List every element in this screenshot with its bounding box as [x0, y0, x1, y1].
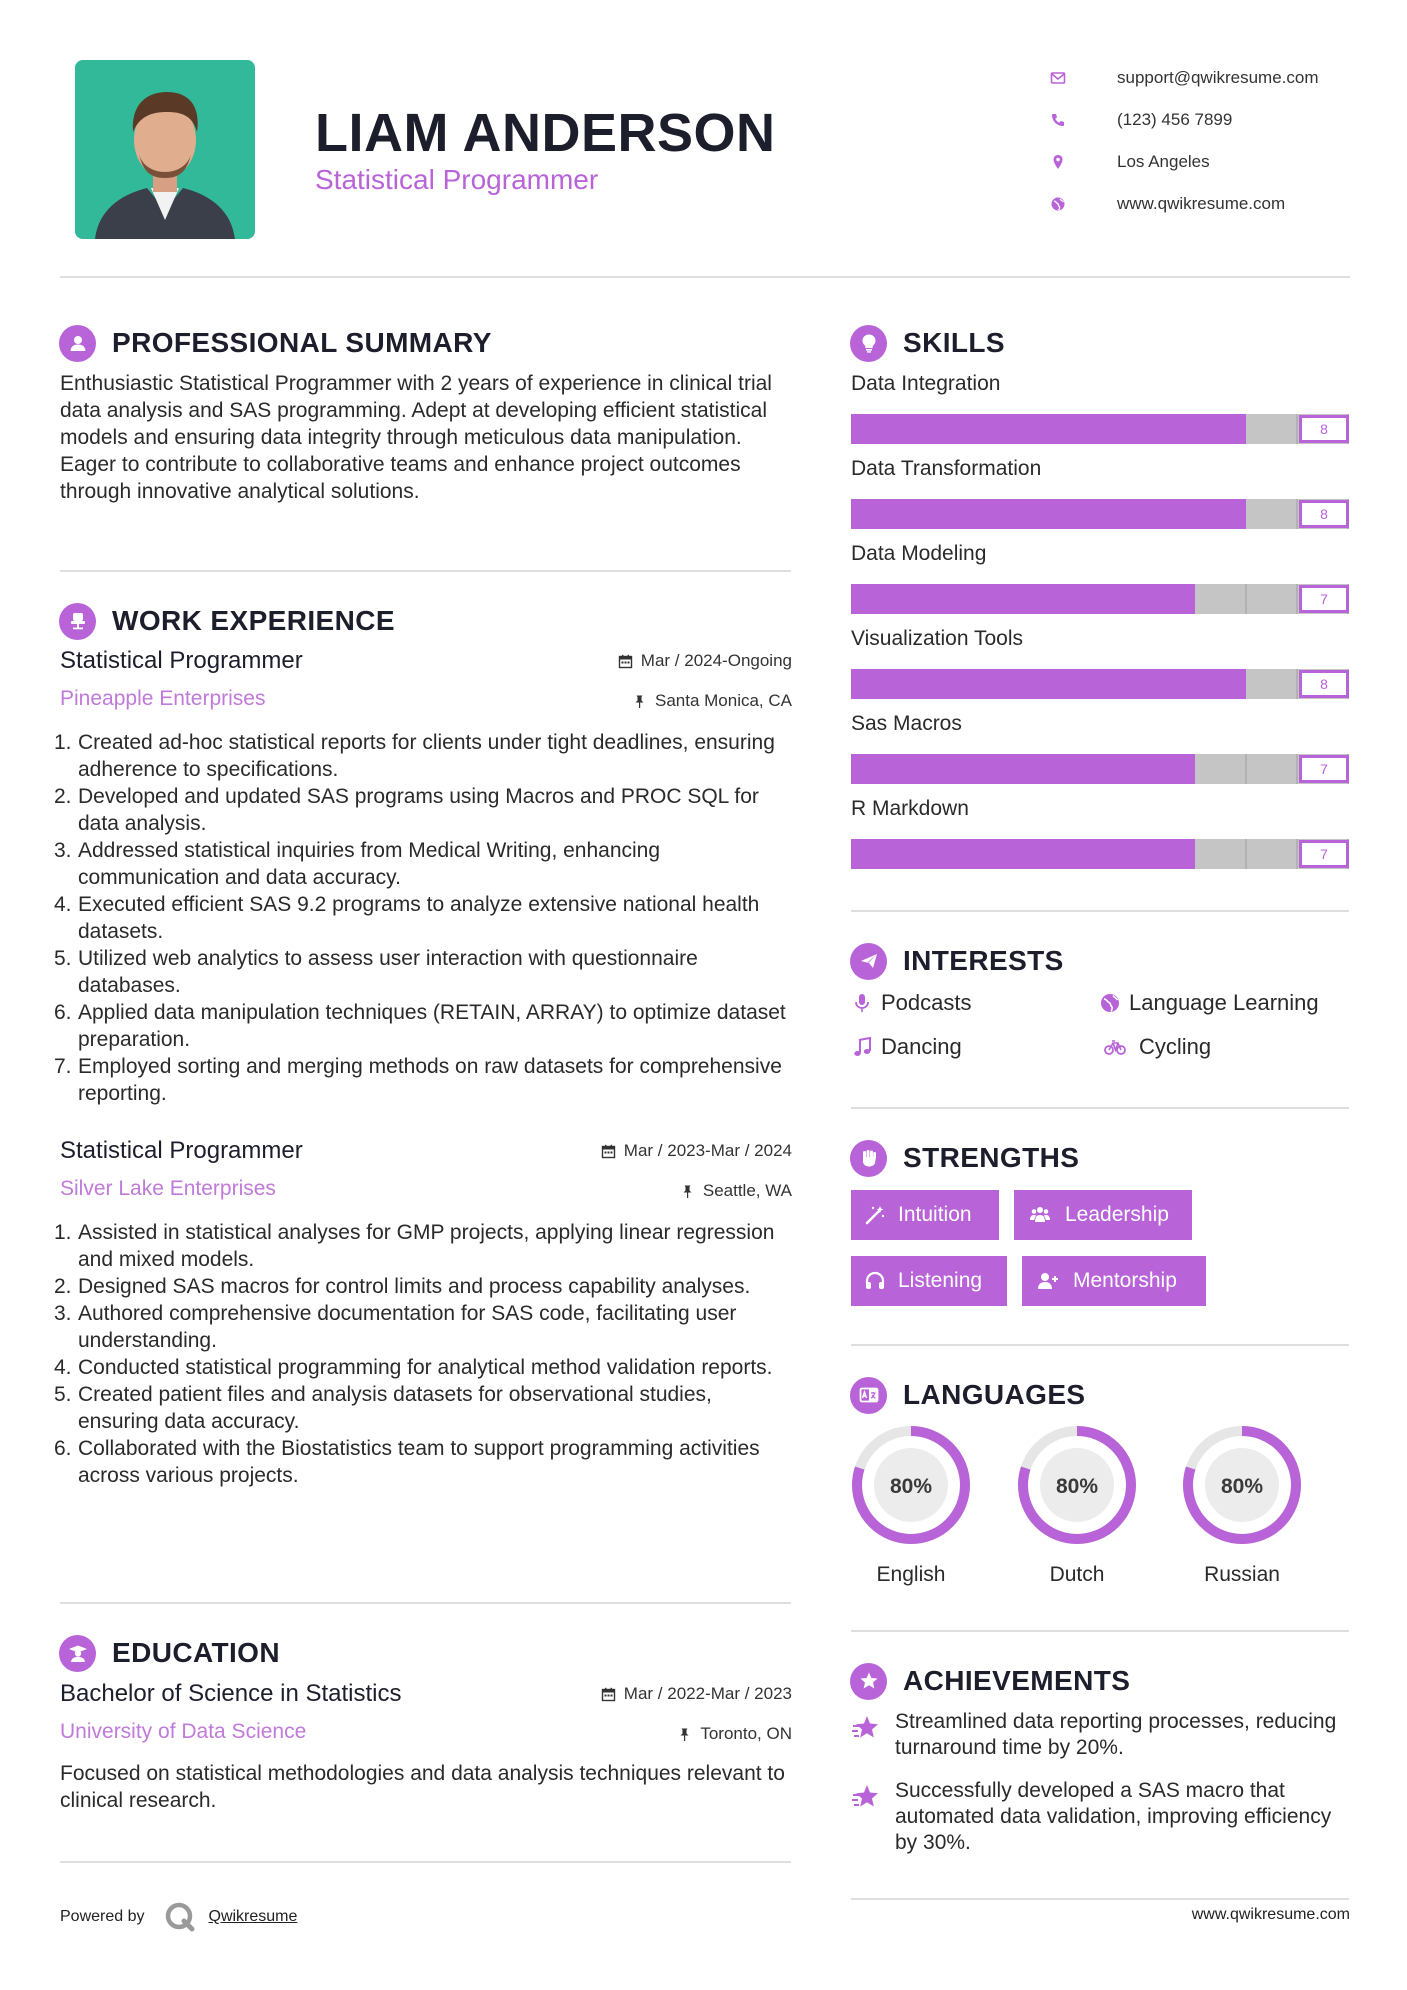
phone-icon — [1050, 111, 1080, 129]
skill-item — [851, 627, 1349, 699]
skill-bar-segment — [1097, 839, 1146, 869]
skill-bar-segment — [1195, 839, 1246, 869]
job-location-text: Seattle, WA — [702, 1181, 792, 1200]
skill-bar-segment — [900, 839, 949, 869]
skill-bar-segment — [999, 584, 1048, 614]
profile-photo — [75, 60, 255, 239]
education-date — [601, 1684, 792, 1704]
education-location — [677, 1724, 792, 1744]
skill-bar-segment — [1247, 584, 1298, 614]
skill-level-badge: 8 — [1299, 500, 1349, 528]
skill-level-badge: 8 — [1299, 415, 1349, 443]
calendar-icon — [601, 1687, 616, 1702]
candidate-title: Statistical Programmer — [315, 164, 599, 195]
chair-icon — [59, 603, 96, 640]
strength-chip — [1014, 1190, 1192, 1240]
skill-bar-segment — [1049, 499, 1098, 529]
job-company: Silver Lake Enterprises — [60, 1177, 276, 1200]
strength-chip — [851, 1190, 999, 1240]
skill-bar-segment — [1098, 669, 1147, 699]
skill-bar-segment — [1197, 414, 1246, 444]
summary-heading — [59, 323, 492, 363]
skill-level-badge: 7 — [1299, 755, 1349, 783]
achievements-divider — [851, 1898, 1349, 1900]
list-item: 3. Authored comprehensive documentation for SAS code, facilitating user understanding. — [54, 1302, 737, 1352]
skill-bar-segment — [949, 754, 998, 784]
list-item: 6. Collaborated with the Biostatistics team to support programming activities across various projects. — [54, 1437, 760, 1487]
skill-bar-segment — [900, 584, 949, 614]
skill-bar-segment — [900, 499, 949, 529]
experience-divider — [60, 1602, 791, 1604]
languages-title: LANGUAGES — [903, 1379, 1086, 1410]
job-date — [601, 1141, 792, 1161]
globe-icon — [1099, 992, 1121, 1014]
contact-email-text: support@qwikresume.com — [1117, 68, 1319, 87]
contact-website[interactable] — [1050, 183, 1380, 225]
star-badge-icon — [851, 1713, 881, 1743]
headphones-icon — [864, 1270, 886, 1292]
education-title: EDUCATION — [112, 1637, 280, 1668]
duty-list — [54, 729, 792, 1107]
language-name: Dutch — [1049, 1563, 1105, 1586]
skill-bar-segment — [1195, 584, 1246, 614]
skill-bar-segment — [1147, 499, 1196, 529]
achievement-text: Successfully developed a SAS macro that automated data validation, improving efficiency by 30%. — [895, 1779, 1332, 1854]
list-item: 5. Created patient files and analysis datasets for observational studies, ensuring data accuracy. — [54, 1383, 712, 1433]
skill-bar-segment — [999, 499, 1048, 529]
achievements-heading — [850, 1661, 1130, 1701]
contact-location — [1050, 141, 1380, 183]
interest-item — [851, 1034, 962, 1060]
list-item: 1. Created ad-hoc statistical reports for clients under tight deadlines, ensuring adherence to specifications. — [54, 731, 775, 781]
skill-bar — [851, 669, 1349, 699]
user-icon — [59, 325, 96, 362]
skill-bar-segment — [1098, 414, 1147, 444]
interest-item — [851, 990, 972, 1016]
strengths-title: STRENGTHS — [903, 1142, 1080, 1173]
contact-location-text: Los Angeles — [1117, 152, 1210, 171]
education-heading — [59, 1633, 280, 1673]
skill-item — [851, 542, 1349, 614]
magic-wand-icon — [864, 1204, 886, 1226]
job-entry — [54, 1137, 792, 1489]
experience-title: WORK EXPERIENCE — [112, 605, 395, 636]
job-company: Pineapple Enterprises — [60, 687, 266, 710]
language-name: Russian — [1204, 1563, 1280, 1586]
skill-bar-segment — [949, 584, 998, 614]
qwikresume-link[interactable]: Qwikresume — [208, 1908, 298, 1925]
skill-bar-segment — [1146, 754, 1195, 784]
mail-icon — [1050, 69, 1080, 87]
interests-heading — [850, 941, 1064, 981]
skill-name: Data Modeling — [851, 542, 987, 565]
skill-bar-segment — [1048, 584, 1097, 614]
skill-bar — [851, 414, 1349, 444]
job-entry — [54, 647, 792, 1107]
list-item: 4. Executed efficient SAS 9.2 programs to analyze extensive national health datasets. — [54, 893, 760, 943]
language-percent: 80% — [1220, 1475, 1264, 1498]
skill-bar-segment — [1048, 839, 1097, 869]
school-name: University of Data Science — [60, 1720, 307, 1743]
skill-bar-segment — [950, 499, 999, 529]
calendar-icon — [601, 1144, 616, 1159]
skill-bar-segment — [999, 669, 1048, 699]
skill-level-badge: 7 — [1299, 585, 1349, 613]
list-item: 1. Assisted in statistical analyses for GMP projects, applying linear regression and mixed models. — [54, 1221, 775, 1271]
bicycle-icon — [1099, 1036, 1131, 1058]
contact-phone[interactable] — [1050, 99, 1380, 141]
users-icon — [1027, 1204, 1053, 1226]
strength-chip — [851, 1256, 1007, 1306]
job-title: Statistical Programmer — [60, 1137, 303, 1164]
achievements-title: ACHIEVEMENTS — [903, 1665, 1131, 1696]
education-description: Focused on statistical methodologies and data analysis techniques relevant to clinical research. — [60, 1762, 785, 1812]
graduate-icon — [59, 1635, 96, 1672]
skill-bar-segment — [1246, 669, 1297, 699]
skill-bar-segment — [851, 839, 900, 869]
skill-bar-segment — [900, 414, 949, 444]
star-badge-icon — [851, 1782, 881, 1812]
achievement-item — [851, 1778, 1351, 1856]
summary-text: Enthusiastic Statistical Programmer with 2 years of experience in clinical trial data analysis and SAS programming. Adept at developing efficient statistical models and ensuring data integrity through meticulous data manipulation. Eager to contribute to collaborative teams and enhance project outcomes through innovative analytical solutions. — [60, 372, 772, 503]
footer-website[interactable]: www.qwikresume.com — [1191, 1906, 1350, 1923]
interest-label: Language Learning — [1129, 990, 1319, 1015]
education-date-text: Mar / 2022-Mar / 2023 — [623, 1684, 792, 1703]
location-icon — [1050, 153, 1080, 171]
experience-heading — [59, 601, 395, 641]
list-item: 7. Employed sorting and merging methods on raw datasets for comprehensive reporting. — [54, 1055, 782, 1105]
language-item — [851, 1425, 971, 1587]
skills-divider — [851, 910, 1349, 912]
pin-icon — [677, 1727, 692, 1742]
list-item: 6. Applied data manipulation techniques (RETAIN, ARRAY) to optimize dataset preparation. — [54, 1001, 786, 1051]
strengths-divider — [851, 1344, 1349, 1346]
skill-bar-segment — [1195, 754, 1246, 784]
job-location — [680, 1181, 792, 1201]
contact-list — [1050, 57, 1380, 225]
strength-label: Mentorship — [1073, 1269, 1177, 1292]
job-date — [618, 651, 792, 671]
strengths-heading — [850, 1138, 1079, 1178]
interest-label: Podcasts — [881, 990, 972, 1015]
skill-item — [851, 797, 1349, 869]
interest-label: Cycling — [1139, 1034, 1212, 1059]
language-name: English — [876, 1563, 946, 1586]
microphone-icon — [851, 992, 873, 1014]
skill-bar-segment — [999, 839, 1048, 869]
skill-bar-segment — [1197, 669, 1246, 699]
skill-bar-segment — [949, 839, 998, 869]
strength-label: Leadership — [1065, 1203, 1169, 1226]
job-date-text: Mar / 2023-Mar / 2024 — [623, 1141, 792, 1160]
skill-bar-segment — [1246, 414, 1297, 444]
skill-name: Sas Macros — [851, 712, 962, 735]
user-plus-icon — [1035, 1270, 1061, 1292]
job-title: Statistical Programmer — [60, 647, 303, 674]
pin-icon — [680, 1184, 695, 1199]
job-location — [632, 691, 792, 711]
interests-divider — [851, 1107, 1349, 1109]
skill-name: R Markdown — [851, 797, 969, 820]
list-item: 4. Conducted statistical programming for analytical method validation reports. — [54, 1356, 773, 1379]
contact-phone-text: (123) 456 7899 — [1117, 110, 1233, 129]
qwikresume-logo-icon — [163, 1900, 197, 1934]
lightbulb-icon — [850, 325, 887, 362]
education-divider — [60, 1861, 791, 1863]
music-note-icon — [851, 1036, 873, 1058]
contact-email[interactable] — [1050, 57, 1380, 99]
skill-bar-segment — [851, 669, 900, 699]
skill-item — [851, 457, 1349, 529]
job-date-text: Mar / 2024-Ongoing — [640, 651, 792, 670]
language-percent: 80% — [889, 1475, 933, 1498]
skill-bar — [851, 839, 1349, 869]
calendar-icon — [618, 654, 633, 669]
trophy-icon — [850, 1663, 887, 1700]
candidate-name: LIAM ANDERSON — [315, 103, 776, 163]
powered-by — [60, 1900, 297, 1934]
achievement-item — [851, 1709, 1351, 1761]
skill-item — [851, 712, 1349, 784]
language-item — [1182, 1425, 1302, 1587]
skill-level-badge: 7 — [1299, 840, 1349, 868]
strength-label: Listening — [898, 1269, 983, 1292]
interest-label: Dancing — [881, 1034, 962, 1059]
paper-plane-icon — [850, 943, 887, 980]
list-item: 2. Designed SAS macros for control limits and process capability analyses. — [54, 1275, 751, 1298]
language-percent: 80% — [1055, 1475, 1099, 1498]
list-item: 5. Utilized web analytics to assess user interaction with questionnaire databases. — [54, 947, 698, 997]
summary-title: PROFESSIONAL SUMMARY — [112, 327, 492, 358]
skill-bar-segment — [1049, 414, 1098, 444]
skill-bar-segment — [1097, 584, 1146, 614]
strength-chip — [1022, 1256, 1206, 1306]
skill-name: Data Transformation — [851, 457, 1042, 480]
summary-divider — [60, 570, 791, 572]
header-divider — [60, 276, 1350, 278]
fist-icon — [850, 1140, 887, 1177]
skill-bar-segment — [1097, 754, 1146, 784]
language-ring — [1182, 1425, 1302, 1545]
pin-icon — [632, 694, 647, 709]
skill-bar-segment — [1146, 839, 1195, 869]
skill-bar-segment — [1146, 584, 1195, 614]
skill-bar-segment — [1049, 669, 1098, 699]
strength-label: Intuition — [898, 1203, 972, 1226]
skill-bar-segment — [1147, 414, 1196, 444]
skill-bar-segment — [1247, 839, 1298, 869]
duty-list — [54, 1219, 792, 1489]
skill-bar — [851, 499, 1349, 529]
skills-title: SKILLS — [903, 327, 1005, 358]
skill-bar-segment — [1147, 669, 1196, 699]
powered-by-label: Powered by — [60, 1908, 145, 1925]
interest-item — [1099, 990, 1319, 1016]
skill-bar-segment — [999, 754, 1048, 784]
skill-bar-segment — [1247, 754, 1298, 784]
globe-icon — [1050, 195, 1080, 213]
skill-bar-segment — [950, 414, 999, 444]
interests-title: INTERESTS — [903, 945, 1064, 976]
skill-bar-segment — [851, 754, 900, 784]
skill-name: Data Integration — [851, 372, 1001, 395]
skill-bar-segment — [851, 584, 900, 614]
list-item: 2. Developed and updated SAS programs using Macros and PROC SQL for data analysis. — [54, 785, 759, 835]
skill-bar — [851, 584, 1349, 614]
degree-title: Bachelor of Science in Statistics — [60, 1680, 402, 1707]
interest-item — [1099, 1034, 1211, 1060]
skill-level-badge: 8 — [1299, 670, 1349, 698]
job-location-text: Santa Monica, CA — [654, 691, 792, 710]
skill-bar-segment — [1098, 499, 1147, 529]
contact-website-text: www.qwikresume.com — [1117, 194, 1286, 213]
skills-heading — [850, 323, 1005, 363]
skill-bar-segment — [900, 669, 949, 699]
skill-bar-segment — [950, 669, 999, 699]
skill-bar-segment — [1246, 499, 1297, 529]
skill-bar-segment — [851, 499, 900, 529]
languages-heading — [850, 1375, 1086, 1415]
skill-name: Visualization Tools — [851, 627, 1023, 650]
skill-bar-segment — [999, 414, 1048, 444]
language-item — [1017, 1425, 1137, 1587]
achievement-text: Streamlined data reporting processes, reducing turnaround time by 20%. — [895, 1710, 1337, 1759]
skill-bar-segment — [851, 414, 900, 444]
languages-divider — [851, 1630, 1349, 1632]
skill-bar — [851, 754, 1349, 784]
translate-icon — [850, 1377, 887, 1414]
language-ring — [851, 1425, 971, 1545]
skill-bar-segment — [900, 754, 949, 784]
language-ring — [1017, 1425, 1137, 1545]
list-item: 3. Addressed statistical inquiries from Medical Writing, enhancing communication and data accuracy. — [54, 839, 661, 889]
education-entry — [60, 1680, 792, 1814]
skill-item — [851, 372, 1349, 444]
education-location-text: Toronto, ON — [700, 1724, 792, 1743]
skill-bar-segment — [1197, 499, 1246, 529]
skill-bar-segment — [1048, 754, 1097, 784]
